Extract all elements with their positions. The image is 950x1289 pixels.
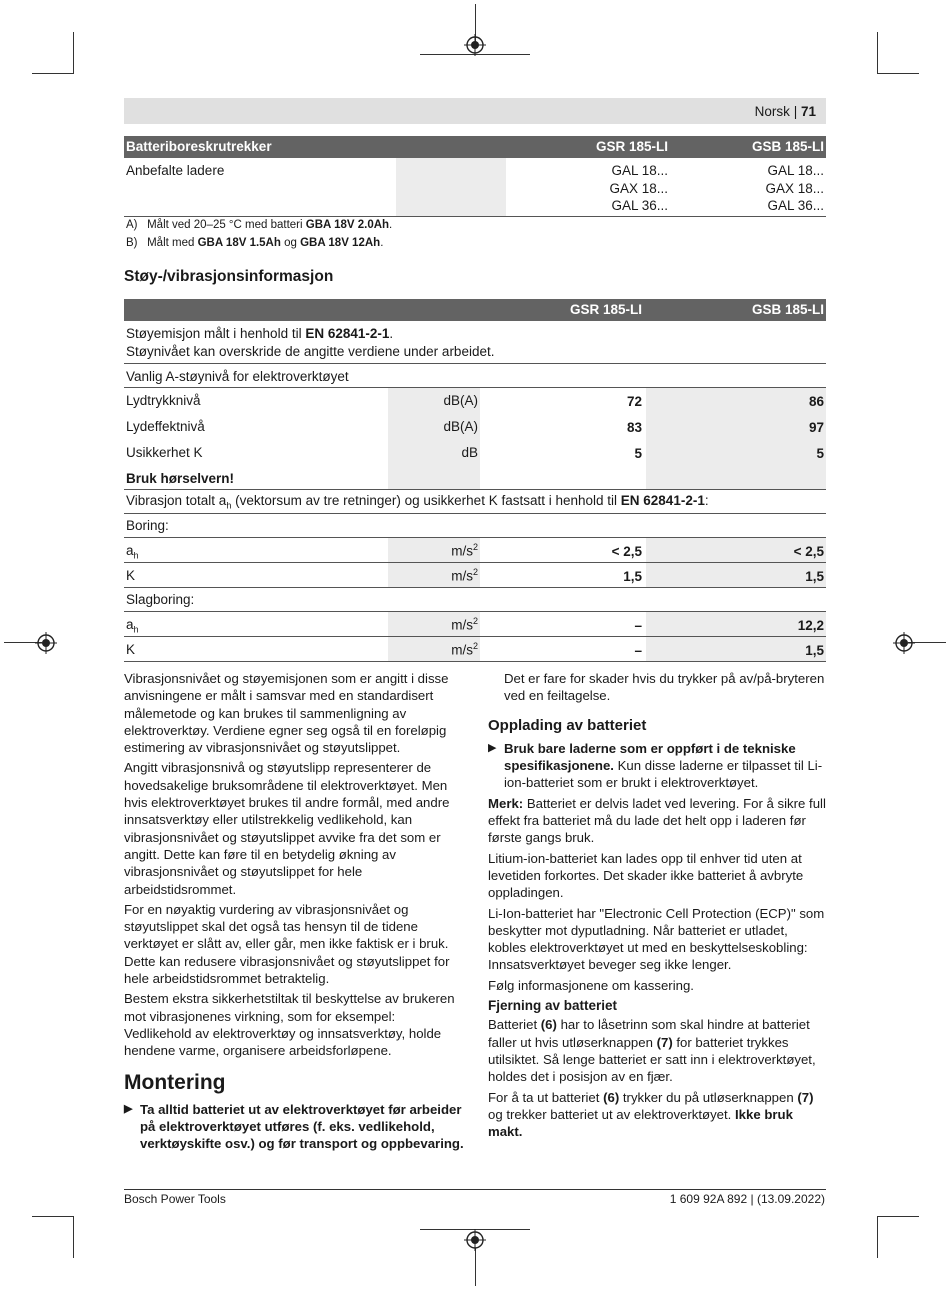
row-label: Lydtrykknivå [126,393,201,408]
footer-left: Bosch Power Tools [124,1192,226,1206]
noise-vibration-table [124,299,826,662]
paragraph: Det er fare for skader hvis du trykker på av/på-bryteren ved en feiltagelse. [504,671,825,704]
gsb-value: 1,5 [646,637,826,662]
gsr-chargers: GAL 18... GAX 18... GAL 36... [506,158,672,216]
header-section: Norsk [754,104,790,119]
charger-table [124,136,826,217]
row-label: K [124,637,388,662]
unit: dB(A) [388,388,480,414]
table-header-cell: Batteriboreskrutrekker [124,136,396,158]
gsr-value: – [480,637,646,662]
crop-mark [32,1216,74,1217]
registration-mark-icon [464,1229,486,1251]
gsb-chargers: GAL 18... GAX 18... GAL 36... [672,158,826,216]
crop-mark [877,1216,919,1217]
arrow-bullet-icon: ▶ [488,741,497,754]
table-header-cell: GSB 185-LI [646,299,826,321]
table-header-cell [396,136,506,158]
header-band [124,98,826,124]
chapter-title: Montering [124,1070,226,1094]
gsb-value: 12,2 [646,612,826,637]
paragraph: Vibrasjonsnivået og støyemisjonen som er angitt i disse anvisningene er målt i samsvar med en standardisert målemetode og kan brukes til sammenligning av elektroverktøy. Verdiene egner seg også til en foreløpig estimering av vibrasjonsnivået og støyutslippet. [124,671,449,756]
gsr-value: < 2,5 [480,538,646,563]
gsb-value: < 2,5 [646,538,826,563]
a-level-header: Vanlig A-støynivå for elektroverktøyet [124,364,826,388]
crop-mark [73,1216,74,1258]
table-header-cell: GSB 185-LI [672,136,826,158]
gsb-value: 1,5 [646,563,826,588]
gsr-value: 83 [626,419,642,435]
row-label: Anbefalte ladere [124,158,396,216]
vibration-header: Vibrasjon totalt $a_h$ (vektorsum av tre retninger) og usikkerhet K fastsatt i henhold til EN 62841-2-1: [124,490,826,514]
paragraph: Følg informasjonene om kassering. [488,977,694,993]
footer-rule [124,1189,826,1190]
crop-mark [877,73,919,74]
page-number: 71 [800,104,816,119]
table-header-cell: GSR 185-LI [506,136,672,158]
crop-mark [73,32,74,74]
gsb-value: 97 [646,414,826,440]
section-title: Støy-/vibrasjonsinformasjon [124,268,334,285]
row-label: $a_h$ [124,538,388,563]
paragraph: Angitt vibrasjonsnivå og støyutslipp representerer de hovedsakelige bruksområdene til elektroverktøyet. Men hvis elektroverktøyet brukes til andre formål, med andre innsatsverktøy eller utilstrekkelig vedlikehold, kan vibrasjonsnivået og støyutslippet avvike fra det som er angitt. Dette kan føre til en betydelig økning av vibrasjonsnivået og støyutslippet for hele arbeidstidsrommet. [124,760,450,897]
unit: $m/s^2$ [388,563,480,588]
paragraph: Li-Ion-batteriet har "Electronic Cell Protection (ECP)" som beskytter mot dyputladning. Når batteriet er utladet, kobles elektroverktøyet ut med en beskyttelseskobling: Innsatsverktøyet beveger seg ikke lenger. [488,905,825,973]
unit: $m/s^2$ [388,637,480,662]
note: Merk: Batteriet er delvis ladet ved levering. For å sikre full effekt fra batteriet må du lade det helt opp i laderen før første gangs bruk. [488,795,826,846]
hearing-warning: Bruk hørselvern! [124,466,388,490]
unit: $m/s^2$ [388,538,480,563]
footnote: B) Målt med GBA 18V 1.5Ah og GBA 18V 12Ah. [126,237,384,249]
drilling-label: Boring: [124,514,826,538]
warning-bullet: ▶ Bruk bare laderne som er oppført i de tekniske spesifikasjonene. Kun disse laderne er tilpasset til Li-ion-batteriet som er brukt i elektroverktøyet. [488,740,823,791]
subsection-heading: Fjerning av batteriet [488,998,618,1014]
table-header-cell: GSR 185-LI [480,299,646,321]
crop-mark [877,1216,878,1258]
paragraph: Bestem ekstra sikkerhetstiltak til beskyttelse av brukeren mot vibrasjonenes virkning, som for eksempel: Vedlikehold av elektroverktøy og innsatsverktøy, holde hendene varme, organisere arbeidsforløpene. [124,991,455,1059]
unit: dB [388,440,480,466]
paragraph: For å ta ut batteriet (6) trykker du på utløserknappen (7) og trekker batteriet ut av elektroverktøyet. Ikke bruk makt. [488,1089,814,1140]
running-header [755,104,816,119]
row-label: Usikkerhet K [126,444,203,460]
crop-mark [877,32,878,74]
gsb-value: 86 [646,388,826,414]
row-label: Lydeffektnivå [126,418,205,434]
left-column [124,670,464,1153]
hammer-drilling-label: Slagboring: [124,588,826,612]
footnote: A) Målt ved 20–25 °C med batteri GBA 18V 2.0Ah. [126,219,393,231]
registration-mark-icon [35,632,57,654]
registration-mark-icon [464,34,486,56]
gsb-value: 5 [646,440,826,466]
gsr-value: 5 [634,445,642,461]
footer-right: 1 609 92A 892 | (13.09.2022) [669,1192,825,1206]
gsr-value: 72 [626,394,642,409]
unit: $m/s^2$ [388,612,480,637]
unit: dB(A) [388,414,480,440]
header-separator: | [793,104,798,119]
paragraph: Litium-ion-batteriet kan lades opp til enhver tid uten at levetiden forkortes. Det skader ikke batteriet å avbryte oppladingen. [488,850,804,901]
emission-note: Støyemisjon målt i henhold til EN 62841-2-1. Støynivået kan overskride de angitte verdiene under arbeidet. [126,326,495,359]
registration-mark-icon [893,632,915,654]
crop-mark [32,73,74,74]
row-label: $a_h$ [124,612,388,637]
gsr-value: 1,5 [480,563,646,588]
arrow-bullet-icon: ▶ [124,1102,133,1115]
right-column [488,670,826,1143]
paragraph: For en nøyaktig vurdering av vibrasjonsnivået og støyutslippet skal det også tas hensyn til de tidene verktøyet er slått av, eller går, men ikke faktisk er i bruk. Dette kan redusere vibrasjonsnivået og støyutslippet for hele arbeidstidsrommet betraktelig. [124,901,450,987]
section-heading: Opplading av batteriet [488,716,647,734]
crop-mark [475,1248,476,1286]
row-label: K [124,563,388,588]
gsr-value: – [480,612,646,637]
paragraph: Batteriet (6) har to låsetrinn som skal hindre at batteriet faller ut hvis utløserknappen (7) for batteriet trykkes utilsiktet. Så lenge batteriet er satt inn i elektroverktøyet, holdes det i posisjon av en fjær. [488,1017,816,1085]
warning-bullet: ▶ Ta alltid batteriet ut av elektroverktøyet før arbeider på elektroverktøyet utføres (f. eks. vedlikehold, verktøyskifte osv.) og før transport og oppbevaring. [124,1101,464,1152]
